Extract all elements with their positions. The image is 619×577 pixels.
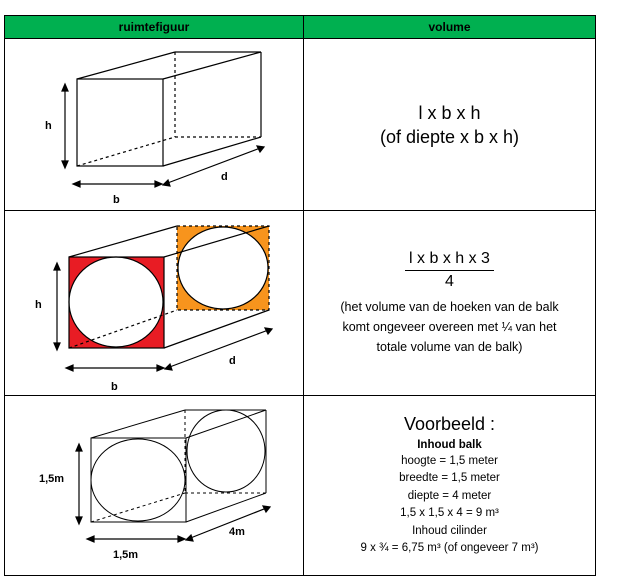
fraction-denominator: 4	[445, 272, 454, 290]
example-line-1: hoogte = 1,5 meter	[401, 454, 498, 467]
example-title: Voorbeeld :	[403, 413, 496, 434]
volume-table	[4, 15, 596, 576]
box-volume	[304, 39, 595, 210]
formula-alt: (of diepte x b x h)	[379, 126, 520, 147]
example-line-6: 9 x ¾ = 6,75 m³ (of ongeveer 7 m³)	[360, 542, 539, 554]
row-example	[5, 396, 595, 575]
label-depth: 4m	[229, 526, 245, 538]
example-drawing	[5, 396, 303, 575]
label-b: b	[113, 194, 120, 206]
label-d: d	[221, 171, 228, 183]
fraction-numerator: l x b x h x 3	[405, 250, 494, 271]
label-h: h	[35, 299, 42, 311]
label-h: h	[45, 120, 52, 132]
header-ruimtefiguur: ruimtefiguur	[5, 16, 304, 38]
table-header	[5, 16, 595, 39]
formula-lbh: l x b x h	[418, 102, 481, 123]
header-volume: volume	[428, 20, 471, 34]
row-box	[5, 39, 595, 211]
cylinder-corners-volume	[304, 211, 595, 395]
label-d: d	[229, 355, 236, 367]
note-line-2: komt ongeveer overeen met ¼ van het	[342, 319, 557, 334]
example-line-5: Inhoud cilinder	[412, 524, 487, 537]
cylinder-corners-drawing	[5, 211, 303, 395]
example-subtitle: Inhoud balk	[417, 438, 482, 451]
example-line-3: diepte = 4 meter	[407, 489, 492, 502]
note-line-1: (het volume van de hoeken van de balk	[340, 299, 559, 314]
label-width: 1,5m	[113, 549, 139, 561]
fraction	[405, 250, 494, 291]
box-figure	[5, 39, 304, 210]
example-line-4: 1,5 x 1,5 x 4 = 9 m³	[400, 507, 499, 519]
example-figure	[5, 396, 304, 575]
label-b: b	[111, 381, 118, 393]
note-line-3: totale volume van de balk)	[376, 339, 523, 354]
example-volume	[304, 396, 595, 575]
example-line-2: breedte = 1,5 meter	[399, 472, 500, 484]
box-drawing	[5, 39, 303, 210]
row-cylinder-corners	[5, 211, 595, 396]
label-height: 1,5m	[39, 473, 65, 485]
cylinder-corners-figure	[5, 211, 304, 395]
